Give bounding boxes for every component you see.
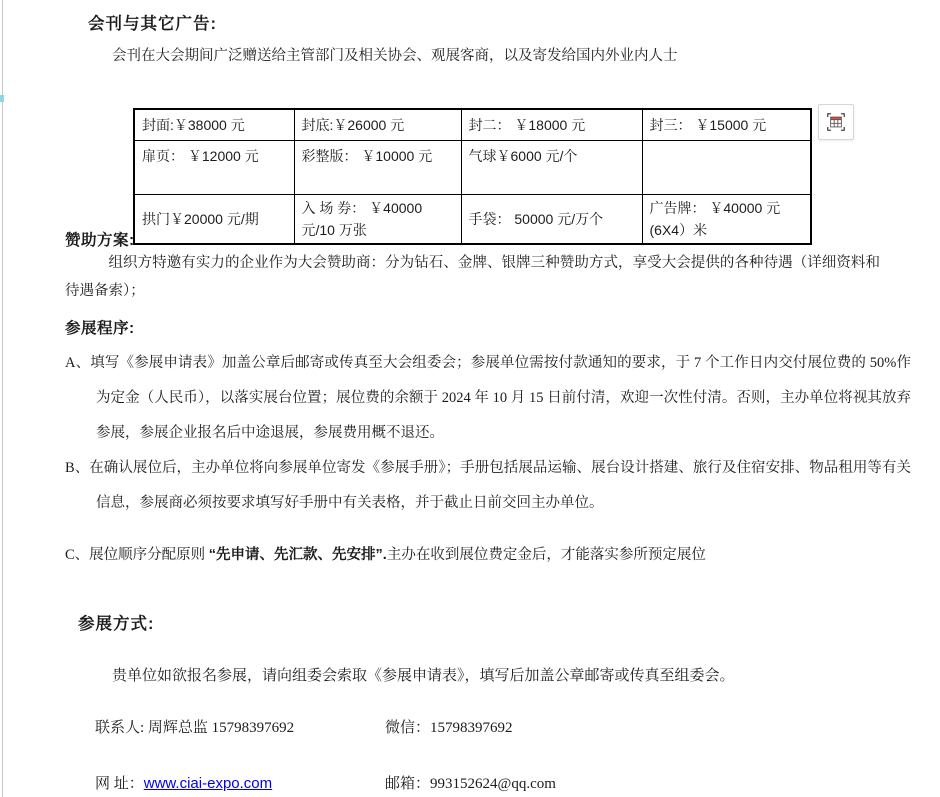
join-section-body: 贵单位如欲报名参展，请向组委会索取《参展申请表》，填写后加盖公章邮寄或传真至组委会。 [112,668,735,684]
join-section-heading: 参展方式: [78,615,155,633]
table-cell: 拱门￥20000 元/期 [134,195,294,245]
table-selection-icon [822,108,850,136]
table-tool-button[interactable] [818,104,854,140]
contact-web-label: 网 址： [95,776,144,792]
procedure-item-c-principle: “先申请、先汇款、先安排”. [208,547,387,563]
table-row [134,109,811,141]
contact-wechat: 微信：15798397692 [385,720,513,736]
table-cell: 封三： ￥15000 元 [642,109,811,141]
table-cell [642,141,811,195]
table-cell: 手袋： 50000 元/万个 [461,195,642,245]
sponsor-section-body: 组织方特邀有实力的企业作为大会赞助商：分为钻石、金牌、银牌三种赞助方式，享受大会提供的各种待遇（详细资料和待遇备索）； [65,255,880,299]
table-row [134,141,811,195]
contact-person: 联系人: 周辉总监 15798397692 [95,720,295,736]
table-cell: 封底:￥26000 元 [294,109,461,141]
table-cell: 封面:￥38000 元 [134,109,294,141]
page-left-border [2,0,3,797]
table-cell: 封二： ￥18000 元 [461,109,642,141]
page-edge-artifact [0,95,4,102]
ad-section-heading: 会刊与其它广告: [88,15,217,33]
procedure-section-heading: 参展程序: [65,320,135,337]
table-cell: 广告牌： ￥40000 元 (6X4）米 [642,195,811,245]
ad-section-intro: 会刊在大会期间广泛赠送给主管部门及相关协会、观展客商，以及寄发给国内外业内人士 [112,48,678,64]
table-cell: 气球￥6000 元/个 [461,141,642,195]
table-cell: 彩整版： ￥10000 元 [294,141,461,195]
procedure-item-c-prefix: C、展位顺序分配原则 [65,547,209,563]
procedure-item-c-suffix: 主办在收到展位费定金后，才能落实参所预定展位 [386,547,706,563]
contact-email: 邮箱：993152624@qq.com [385,776,556,792]
procedure-item-a: A、填写《参展申请表》加盖公章后邮寄或传真至大会组委会；参展单位需按付款通知的要求，于 7 个工作日内交付展位费的 50%作为定金（人民币），以落实展台位置；展位费的余额于 2024 年 10 月 15 日前付清，欢迎一次性付清。否则，主办单位将视其放弃参展，参展企业报名后中途退展，参展费用概不退还。 [65,355,911,441]
table-cell: 扉页： ￥12000 元 [134,141,294,195]
price-table [133,108,812,245]
sponsor-section-heading: 赞助方案: [65,232,135,249]
website-link[interactable]: www.ciai-expo.com [143,775,273,792]
contact-web-row [95,772,272,793]
procedure-item-b: B、在确认展位后，主办单位将向参展单位寄发《参展手册》；手册包括展品运输、展台设计搭建、旅行及住宿安排、物品租用等有关信息，参展商必须按要求填写好手册中有关表格，并于截止日前交回主办单位。 [65,460,911,511]
table-cell: 入 场 券： ￥40000 元/10 万张 [294,195,461,245]
procedure-item-c [65,540,895,570]
table-row [134,195,811,245]
